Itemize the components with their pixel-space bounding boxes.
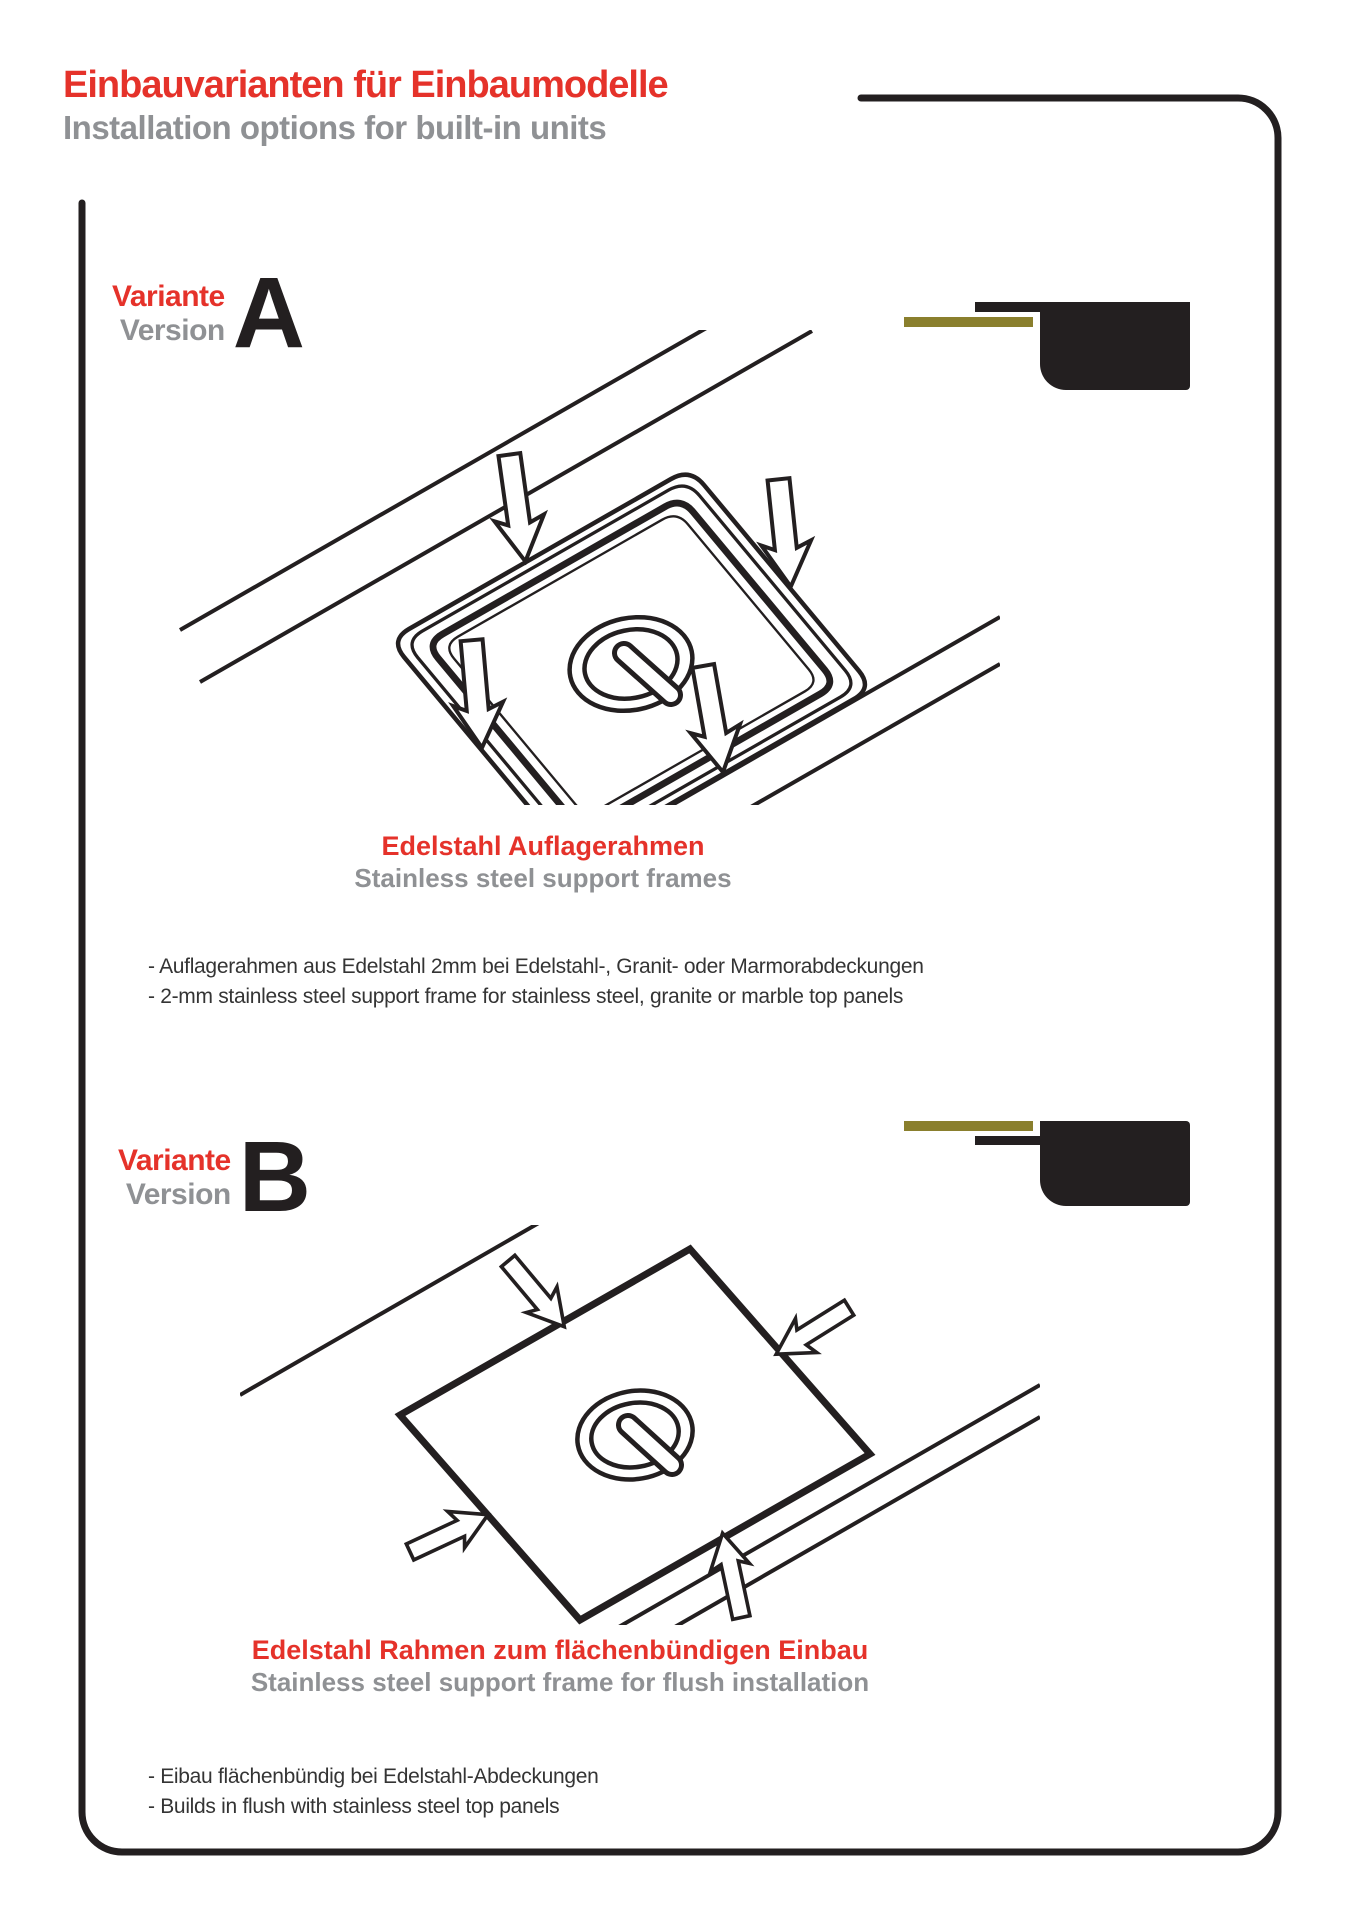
variant-b-label-german: Variante — [118, 1144, 231, 1177]
variant-b-note-german: - Eibau flächenbündig bei Edelstahl-Abdeckungen — [148, 1765, 599, 1788]
variant-a-caption-german: Edelstahl Auflagerahmen — [381, 831, 705, 861]
variant-a-notes — [148, 952, 924, 1012]
page-title-german: Einbauvarianten für Einbaumodelle — [63, 64, 668, 106]
variant-b-label-english: Version — [125, 1178, 231, 1211]
unit-flange-bar-icon — [975, 1136, 1043, 1145]
installation-diagram-b — [240, 1225, 1040, 1625]
variant-a-note-german: - Auflagerahmen aus Edelstahl 2mm bei Edelstahl-, Granit- oder Marmorabdeckungen — [148, 955, 924, 978]
variant-b-caption-english: Stainless steel support frame for flush installation — [250, 1667, 870, 1697]
variant-a-letter: A — [232, 257, 305, 369]
variant-a-label-german: Variante — [112, 280, 225, 313]
variant-b-caption-german: Edelstahl Rahmen zum flächenbündigen Einbau — [251, 1635, 869, 1665]
variant-b-notes — [148, 1762, 599, 1822]
support-frame-bar-icon — [904, 317, 1033, 327]
countertop-flush-bar-icon — [904, 1121, 1033, 1131]
unit-body-icon — [1040, 303, 1190, 390]
variant-a-note-english: - 2-mm stainless steel support frame for stainless steel, granite or marble top panels — [148, 985, 904, 1008]
page-header — [63, 64, 668, 147]
variant-b-caption — [160, 1634, 960, 1698]
variant-a-label-english: Version — [119, 314, 225, 347]
press-down-arrow-icon — [486, 451, 551, 565]
variant-b-note-english: - Builds in flush with stainless steel top panels — [148, 1795, 560, 1818]
installation-diagram-a — [150, 330, 1000, 805]
variant-a-caption — [143, 830, 943, 894]
variant-b-label — [118, 1121, 311, 1233]
variant-b-label-text — [118, 1144, 231, 1212]
page-title-english: Installation options for built-in units — [63, 109, 607, 146]
variant-b-letter: B — [238, 1121, 311, 1233]
variant-a-caption-english: Stainless steel support frames — [354, 863, 732, 893]
unit-body-icon — [1040, 1121, 1190, 1206]
